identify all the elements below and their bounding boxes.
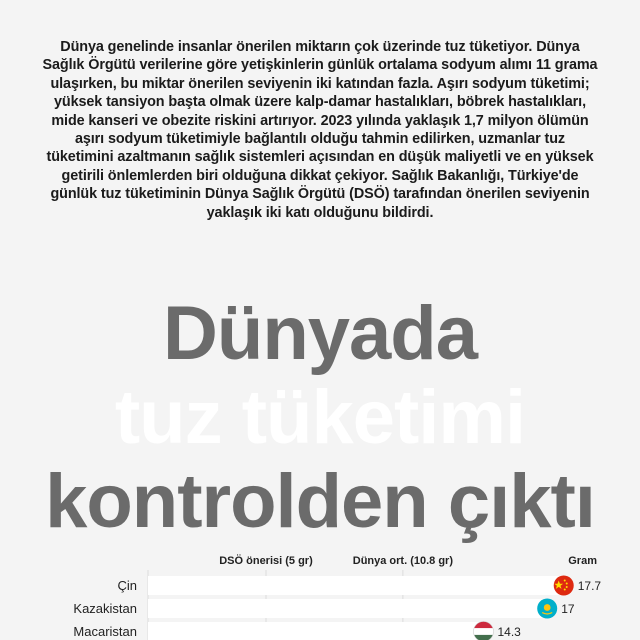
value-label-1: 17 bbox=[561, 602, 575, 616]
unit-header: Gram bbox=[568, 555, 597, 567]
value-label-0: 17.7 bbox=[577, 579, 602, 593]
category-label-2: Macaristan bbox=[73, 624, 137, 639]
bar-0 bbox=[148, 576, 566, 595]
headline-line-1: Dünyada bbox=[163, 291, 477, 376]
reference-header-who: DSÖ önerisi (5 gr) bbox=[219, 555, 313, 567]
kazakhstan-flag-icon bbox=[537, 599, 557, 619]
bars bbox=[73, 576, 601, 640]
intro-paragraph: Dünya genelinde insanlar önerilen miktarın çok üzerinde tuz tüketiyor. Dünya Sağlık Örgütü verilerine göre yetişkinlerin günlük ortalama sodyum alımı 11 grama ulaşırken, bu miktar önerilen seviyenin iki katından fazla. Aşırı sodyum tüketimi; yüksek tansiyon başta olmak üzere kalp-damar hastalıkları, böbrek hastalıkları, mide kanseri ve obezite riskini artırıyor. 2023 yılında yaklaşık 1,7 milyon ölümün aşırı sodyum tüketimiyle bağlantılı olduğu tahmin edilirken, uzmanlar tuz tüketimini azaltmanın sağlık sistemleri açısından en düşük maliyetli ve en yüksek getirili önlemlerden biri olduğuna dikkat çekiyor. Sağlık Bakanlığı, Türkiye'de günlük tuz tüketiminin Dünya Sağlık Örgütü (DSÖ) tarafından önerilen seviyenin yaklaşık iki katı olduğunu bildirdi. bbox=[42, 39, 598, 221]
category-label-1: Kazakistan bbox=[73, 601, 137, 616]
hungary-flag-icon bbox=[473, 622, 493, 640]
china-flag-icon bbox=[554, 576, 574, 596]
salt-consumption-chart bbox=[0, 540, 640, 640]
headline-line-2: tuz tüketimi bbox=[114, 375, 526, 460]
headline-line-3: kontrolden çıktı bbox=[45, 459, 595, 544]
bar-1 bbox=[148, 599, 549, 618]
value-label-2: 14.3 bbox=[497, 625, 521, 639]
headline bbox=[0, 292, 640, 544]
reference-header-world-average: Dünya ort. (10.8 gr) bbox=[352, 555, 454, 567]
category-label-0: Çin bbox=[117, 578, 137, 593]
bar-2 bbox=[148, 622, 485, 640]
